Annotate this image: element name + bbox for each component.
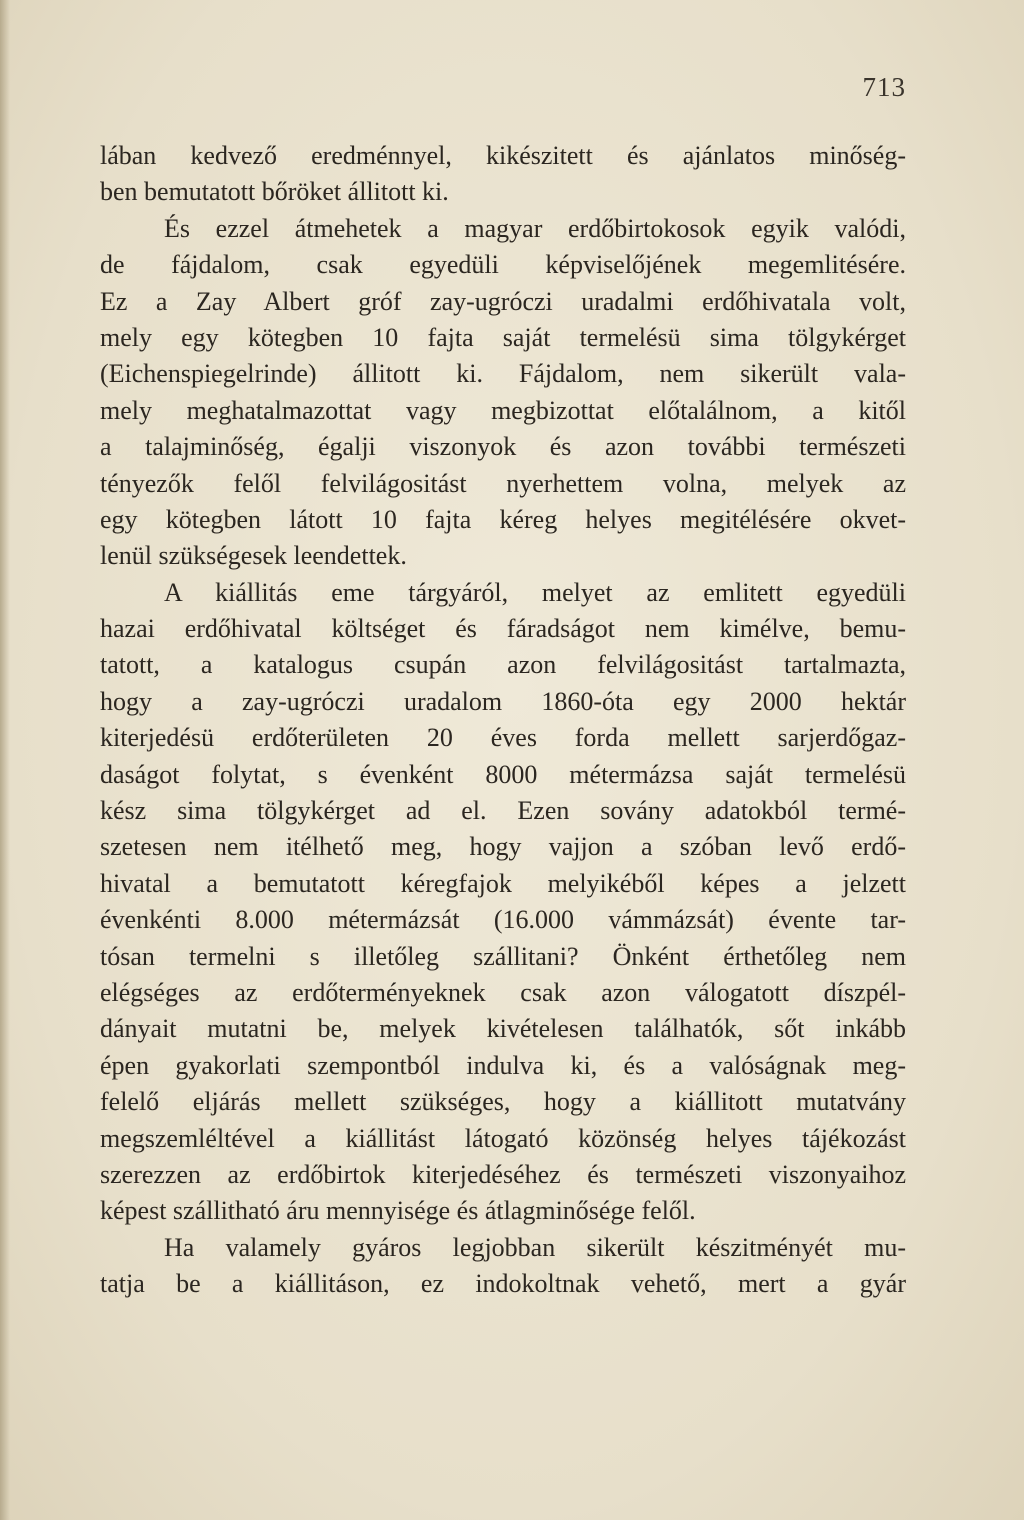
text-line: mely meghatalmazottat vagy megbizottat előtalálnom, a kitől bbox=[100, 395, 906, 425]
text-line: hogy a zay-ugróczi uradalom 1860-óta egy 2000 hektár bbox=[100, 686, 906, 716]
text-line: szetesen nem itélhető meg, hogy vajjon a szóban levő erdő- bbox=[100, 832, 906, 862]
text-line: épen gyakorlati szempontból indulva ki, és a valóságnak meg- bbox=[100, 1050, 906, 1080]
text-line: hivatal a bemutatott kéregfajok melyikéből képes a jelzett bbox=[100, 868, 906, 898]
text-line: kész sima tölgykérget ad el. Ezen sovány adatokból termé- bbox=[100, 796, 906, 826]
text-line: szerezzen az erdőbirtok kiterjedéséhez és természeti viszonyaihoz bbox=[100, 1159, 906, 1189]
text-line: daságot folytat, s évenként 8000 métermázsa saját termelésü bbox=[100, 759, 906, 789]
text-line: tósan termelni s illetőleg szállitani? Önként érthetőleg nem bbox=[100, 941, 906, 971]
text-line: dányait mutatni be, melyek kivételesen találhatók, sőt inkább bbox=[100, 1014, 906, 1044]
text-line: Ez a Zay Albert gróf zay-ugróczi uradalmi erdőhivatala volt, bbox=[100, 286, 906, 316]
text-line: Ha valamely gyáros legjobban sikerült készitményét mu- bbox=[164, 1232, 906, 1262]
text-line: lenül szükségesek leendettek. bbox=[100, 541, 407, 571]
text-line: képest szállitható áru mennyisége és átlagminősége felől. bbox=[100, 1196, 696, 1226]
text-line: ben bemutatott bőröket állitott ki. bbox=[100, 177, 449, 207]
text-line: (Eichenspiegelrinde) állitott ki. Fájdalom, nem sikerült vala- bbox=[100, 359, 906, 389]
text-line: megszemléltével a kiállitást látogató közönség helyes tájékozást bbox=[100, 1123, 906, 1153]
text-line: felelő eljárás mellett szükséges, hogy a kiállitott mutatvány bbox=[100, 1087, 906, 1117]
text-line: hazai erdőhivatal költséget és fáradságot nem kimélve, bemu- bbox=[100, 614, 906, 644]
text-line: de fájdalom, csak egyedüli képviselőjének megemlitésére. bbox=[100, 250, 906, 280]
text-line: kiterjedésü erdőterületen 20 éves forda mellett sarjerdőgaz- bbox=[100, 723, 906, 753]
text-line: a talajminőség, égalji viszonyok és azon további természeti bbox=[100, 432, 906, 462]
text-line: mely egy kötegben 10 fajta saját termelésü sima tölgykérget bbox=[100, 322, 906, 352]
text-line: tatott, a katalogus csupán azon felvilágositást tartalmazta, bbox=[100, 650, 906, 680]
text-line: évenkénti 8.000 métermázsát (16.000 vámmázsát) évente tar- bbox=[100, 905, 906, 935]
page-edge-shadow bbox=[0, 0, 10, 1520]
text-line: A kiállitás eme tárgyáról, melyet az emlitett egyedüli bbox=[164, 577, 906, 607]
page-number: 713 bbox=[862, 72, 906, 102]
text-line: egy kötegben látott 10 fajta kéreg helyes megitélésére okvet- bbox=[100, 504, 906, 534]
text-line: elégséges az erdőterményeknek csak azon válogatott díszpél- bbox=[100, 977, 906, 1007]
text-line: És ezzel átmehetek a magyar erdőbirtokosok egyik valódi, bbox=[164, 213, 906, 243]
body-text bbox=[100, 138, 906, 1303]
text-line: lában kedvező eredménnyel, kikészitett és ajánlatos minőség- bbox=[100, 141, 906, 170]
text-line: tatja be a kiállitáson, ez indokoltnak vehető, mert a gyár bbox=[100, 1269, 906, 1299]
text-line: tényezők felől felvilágositást nyerhettem volna, melyek az bbox=[100, 468, 906, 498]
